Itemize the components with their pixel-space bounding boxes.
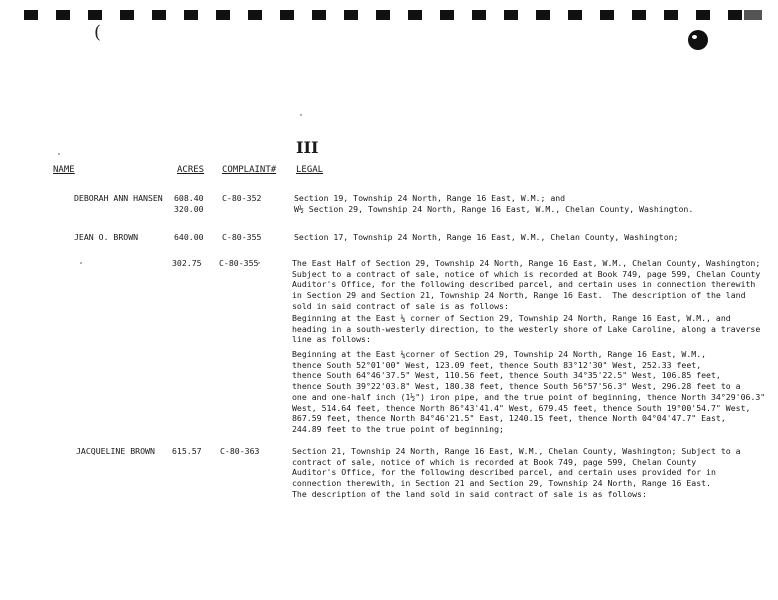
sprocket-hole [152, 10, 166, 20]
row-legal-line: line as follows: [292, 334, 371, 345]
sprocket-hole [664, 10, 678, 20]
row-legal-line: thence South 64°46'37.5" West, 110.56 feet, thence South 34°35'22.5" West, 106.85 feet, [292, 370, 721, 381]
sprocket-hole [184, 10, 198, 20]
row-legal-line: heading in a south-westerly direction, to the westerly shore of Lake Caroline, along a traverse [292, 323, 761, 334]
row-legal-line: thence South 52°01'00" West, 123.09 feet, thence South 83°12'30" West, 252.33 feet, [292, 359, 702, 370]
scan-speck [258, 262, 260, 264]
sprocket-hole [120, 10, 134, 20]
header-acres: ACRES [177, 165, 205, 175]
row-name: JEAN O. BROWN [74, 232, 139, 242]
row-legal-line: Section 19, Township 24 North, Range 16 East, W.M.; and [294, 193, 566, 203]
row-name: DEBORAH ANN HANSEN [74, 193, 163, 203]
sprocket-hole [248, 10, 262, 20]
row-legal-line: W½ Section 29, Township 24 North, Range 16 East, W.M., Chelan County, Washington. [294, 204, 694, 214]
sprocket-hole [696, 10, 710, 20]
sprocket-hole [24, 10, 38, 20]
row-legal-line: The East Half of Section 29, Township 24 North, Range 16 East, W.M., Chelan County, Washington; [292, 258, 761, 268]
sprocket-hole [280, 10, 294, 20]
sprocket-hole [504, 10, 518, 20]
row-legal-line: in Section 29 and Section 21, Township 24 North, Range 16 East. The description of the land [292, 290, 746, 301]
sprocket-hole [536, 10, 550, 20]
header-legal: LEGAL [296, 165, 324, 175]
row-legal-line: one and one-half inch (1½") iron pipe, and the true point of beginning, thence North 34°29'06.3" [292, 391, 766, 402]
row-legal-line: Beginning at the East ¼ corner of Section 29, Township 24 North, Range 16 East, W.M., and [292, 313, 731, 323]
row-complaint: C-80-352 [222, 193, 262, 203]
row-complaint: C-80-355 [222, 232, 262, 242]
row-legal-line: 244.89 feet to the true point of beginning; [292, 423, 504, 434]
row-legal-line: Beginning at the East ¼corner of Section 29, Township 24 North, Range 16 East, W.M., [292, 349, 707, 359]
sprocket-hole [440, 10, 454, 20]
row-complaint: C-80-363 [220, 446, 260, 456]
row-legal-line: contract of sale, notice of which is recorded at Book 749, page 599, Chelan County [292, 456, 697, 467]
sprocket-hole [744, 10, 762, 20]
sprocket-hole [88, 10, 102, 20]
row-legal-line: Auditor's Office, for the following described parcel, and certain uses provided for in [292, 467, 716, 478]
row-legal-line: sold in said contract of sale is as follows: [292, 300, 509, 311]
scan-speck [80, 262, 82, 264]
sprocket-hole [600, 10, 614, 20]
header-complaint: COMPLAINT# [222, 165, 277, 175]
page-number: III [296, 138, 319, 157]
row-legal-line: Auditor's Office, for the following described parcel, and certain uses in connection therewith [292, 279, 756, 290]
sprocket-hole [344, 10, 358, 20]
sprocket-hole [728, 10, 742, 20]
row-acres: 302.75 [172, 258, 202, 268]
stray-mark: ( [94, 22, 102, 43]
row-legal-line: Section 17, Township 24 North, Range 16 East, W.M., Chelan County, Washington; [294, 232, 679, 242]
sprocket-hole [568, 10, 582, 20]
sprocket-hole [632, 10, 646, 20]
sprocket-hole [408, 10, 422, 20]
punch-hole [688, 30, 708, 50]
row-legal-line: thence South 39°22'03.8" West, 180.38 feet, thence South 56°57'56.3" West, 296.28 feet to a [292, 381, 741, 392]
scan-speck [300, 114, 302, 116]
row-legal-line: Subject to a contract of sale, notice of which is recorded at Book 749, page 599, Chelan County [292, 268, 761, 279]
row-legal-line: The description of the land sold in said contract of sale is as follows: [292, 488, 647, 499]
row-name: JACQUELINE BROWN [76, 446, 155, 456]
scan-speck [58, 153, 60, 155]
row-acres: 615.57 [172, 446, 202, 456]
row-legal-line: Section 21, Township 24 North, Range 16 East, W.M., Chelan County, Washington; Subject to a [292, 446, 741, 456]
row-legal-line: West, 514.64 feet, thence North 86°43'41.4" West, 679.45 feet, thence South 19°00'54.7" West, [292, 402, 751, 413]
row-complaint: C-80-355 [219, 258, 259, 268]
row-acres: 608.40 [174, 193, 204, 203]
sprocket-hole [376, 10, 390, 20]
row-acres: 640.00 [174, 232, 204, 242]
sprocket-hole [472, 10, 486, 20]
row-acres-2: 320.00 [174, 204, 204, 214]
row-legal-line: 867.59 feet, thence North 84°46'21.5" East, 1240.15 feet, thence North 04°04'47.7" East, [292, 413, 726, 424]
sprocket-hole [312, 10, 326, 20]
header-name: NAME [53, 165, 75, 175]
sprocket-hole [216, 10, 230, 20]
sprocket-hole [56, 10, 70, 20]
row-legal-line: connection therewith, in Section 21 and Section 29, Township 24 North, Range 16 East. [292, 478, 711, 489]
